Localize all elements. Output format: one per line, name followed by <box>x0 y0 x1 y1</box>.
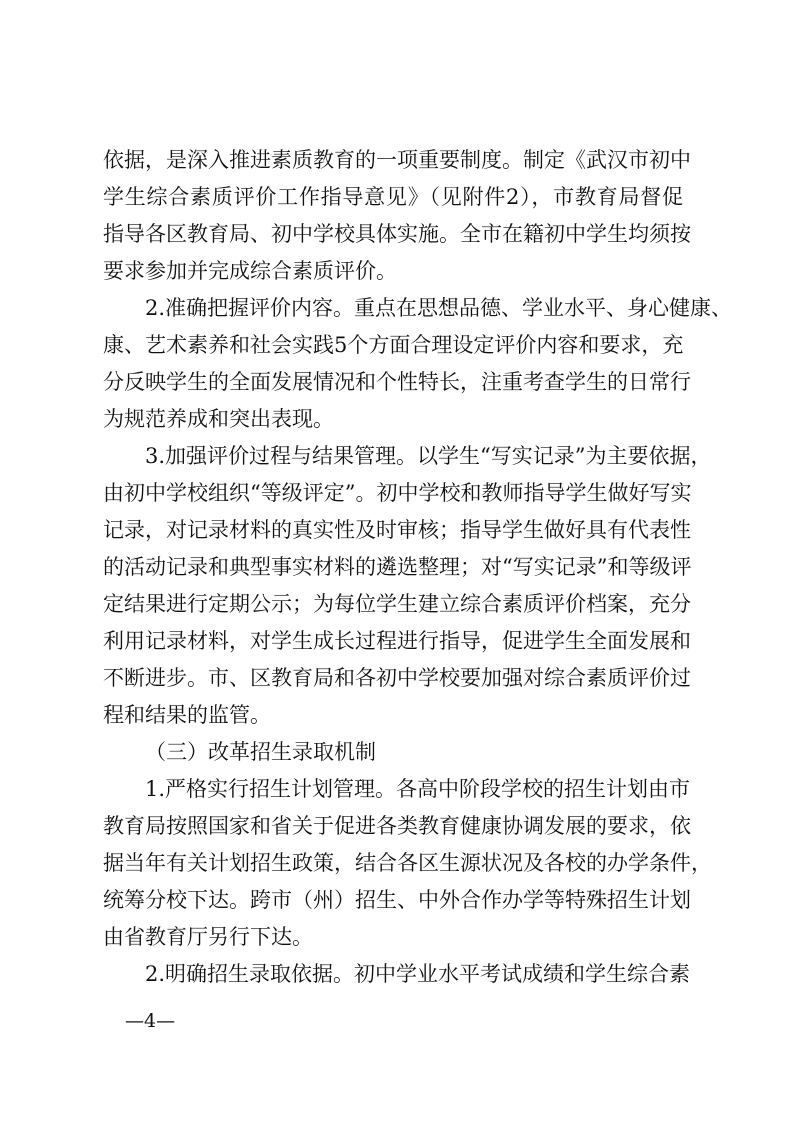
body-line: 的活动记录和典型事实材料的遴选整理；对“写实记录”和等级评 <box>103 555 692 579</box>
body-line: 记录，对记录材料的真实性及时审核；指导学生做好具有代表性 <box>103 518 691 542</box>
body-line: 2.准确把握评价内容。重点在思想品德、学业水平、身心健康、 <box>145 296 733 320</box>
body-line: 1.严格实行招生计划管理。各高中阶段学校的招生计划由市 <box>145 777 691 801</box>
body-line: 为规范养成和突出表现。 <box>103 407 334 431</box>
body-line: 依据，是深入推进素质教育的一项重要制度。制定《武汉市初中 <box>103 148 691 172</box>
body-line: 康、艺术素养和社会实践5个方面合理设定评价内容和要求，充 <box>103 333 684 357</box>
body-line: 由初中学校组织“等级评定”。初中学校和教师指导学生做好写实 <box>103 481 692 505</box>
body-line: 分反映学生的全面发展情况和个性特长，注重考查学生的日常行 <box>103 370 691 394</box>
body-line: 3.加强评价过程与结果管理。以学生“写实记录”为主要依据， <box>145 444 712 468</box>
body-line: 教育局按照国家和省关于促进各类教育健康协调发展的要求，依 <box>103 814 691 838</box>
page-number: —4— <box>125 1010 176 1032</box>
body-line: 不断进步。市、区教育局和各初中学校要加强对综合素质评价过 <box>103 666 691 690</box>
body-line: 2.明确招生录取依据。初中学业水平考试成绩和学生综合素 <box>145 962 691 986</box>
body-line: 由省教育厅另行下达。 <box>103 925 313 949</box>
body-line: 定结果进行定期公示；为每位学生建立综合素质评价档案，充分 <box>103 592 691 616</box>
section-heading: （三）改革招生录取机制 <box>145 740 376 764</box>
body-line: 程和结果的监管。 <box>103 703 271 727</box>
body-line: 学生综合素质评价工作指导意见》（见附件2），市教育局督促 <box>103 185 683 209</box>
body-line: 要求参加并完成综合素质评价。 <box>103 259 397 283</box>
body-line: 利用记录材料，对学生成长过程进行指导，促进学生全面发展和 <box>103 629 691 653</box>
body-line: 指导各区教育局、初中学校具体实施。全市在籍初中学生均须按 <box>103 222 691 246</box>
body-line: 据当年有关计划招生政策，结合各区生源状况及各校的办学条件， <box>103 851 712 875</box>
body-line: 统筹分校下达。跨市（州）招生、中外合作办学等特殊招生计划 <box>103 888 691 912</box>
